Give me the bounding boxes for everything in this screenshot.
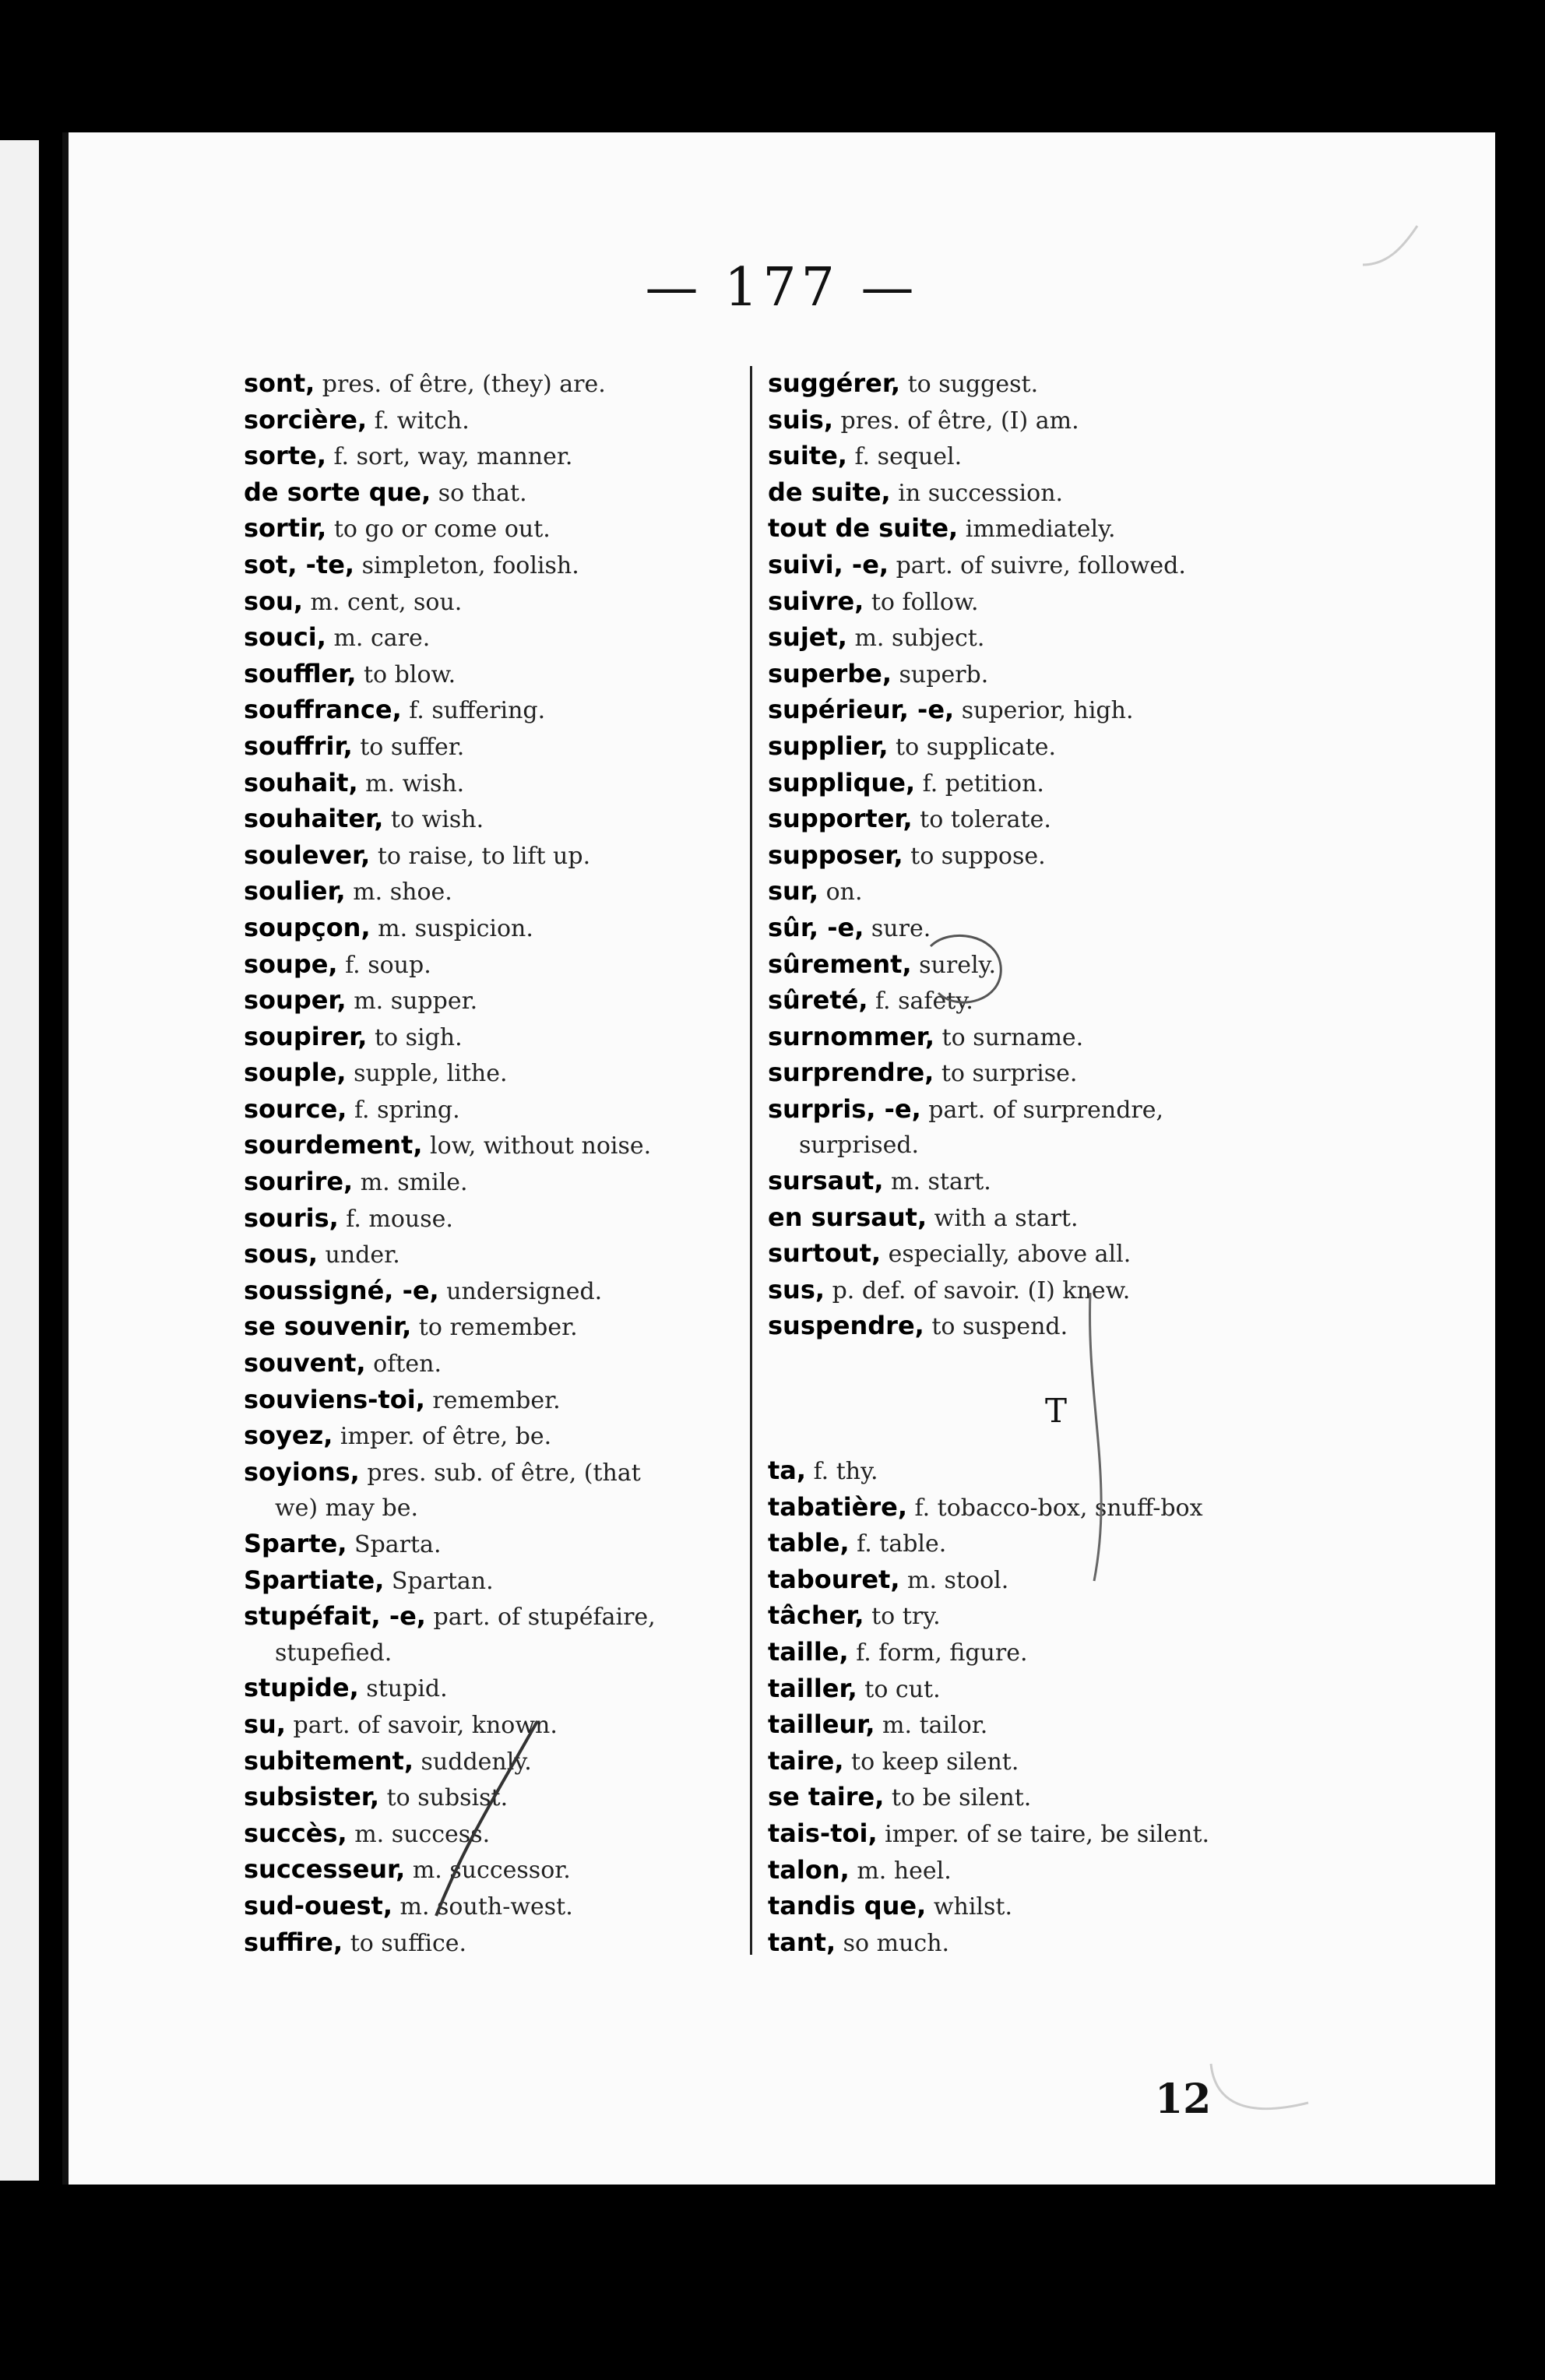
entry-gloss: to raise, to lift up. [370,842,591,870]
dictionary-entry [244,547,797,584]
entry-gloss: f. suffering. [401,697,546,725]
dictionary-entry [244,1780,797,1816]
entry-gloss: m. stool. [899,1566,1009,1594]
dictionary-entry [768,692,1344,729]
entry-gloss: to try. [864,1603,941,1631]
entry-gloss: f. tobacco-box, snuff-box [907,1494,1203,1522]
dictionary-entry [244,729,797,766]
entry-headword: se souvenir, [244,1311,412,1342]
entry-headword: sous, [244,1239,319,1269]
entry-headword: talon, [768,1854,850,1885]
dictionary-entry [768,475,1344,512]
entry-headword: souple, [244,1058,347,1088]
dictionary-entry [768,1164,1344,1200]
dictionary-entry [768,1853,1344,1889]
entry-headword: souhait, [244,767,358,797]
dictionary-entry [244,1925,797,1962]
dictionary-entry [768,657,1344,693]
entry-headword: surnommer, [768,1021,934,1051]
dictionary-entry [244,1599,797,1635]
entry-headword: soupe, [244,949,338,979]
dictionary-entry [768,1453,1344,1490]
facing-page-edge [0,140,39,2181]
entry-gloss: stupid. [358,1675,448,1703]
entry-headword: supplier, [768,731,889,761]
entry-headword: Sparte, [244,1529,347,1558]
dictionary-entry [244,584,797,621]
entry-gloss: imper. of se taire, be silent. [877,1820,1210,1848]
dictionary-entry [768,1019,1344,1056]
entry-headword: tâcher, [768,1600,864,1631]
entry-headword: successeur, [244,1854,406,1885]
dictionary-entry [768,620,1344,657]
entry-gloss: m. shoe. [345,878,452,907]
entry-gloss: to suffer. [352,733,465,761]
dictionary-entry [244,438,797,475]
dictionary-entry [768,1055,1344,1092]
right-column-t-entries [768,1453,1344,1961]
entry-gloss: part. of suivre, followed. [889,551,1186,579]
dictionary-entry [244,1092,797,1128]
dictionary-entry [768,1925,1344,1962]
entry-headword: supposer, [768,840,903,870]
entry-gloss: to suppose. [903,842,1046,870]
entry-headword: tant, [768,1927,836,1957]
dictionary-entry [244,1491,797,1526]
entry-headword: surpris, -e, [768,1093,921,1124]
dictionary-entry [768,1236,1344,1273]
right-column [750,366,1344,1955]
entry-gloss: f. witch. [367,407,470,435]
dictionary-entry [244,910,797,947]
entry-gloss: to suggest. [900,371,1039,398]
entry-headword: sourire, [244,1167,354,1197]
dictionary-entry [768,947,1344,984]
entry-gloss: to keep silent. [843,1748,1019,1776]
entry-gloss: so much. [836,1929,950,1957]
entry-gloss: superior, high. [954,697,1134,725]
entry-gloss: f. thy. [806,1458,878,1486]
entry-gloss: suddenly. [413,1748,532,1776]
entry-gloss: f. sequel. [846,443,963,471]
entry-headword: souviens-toi, [244,1384,425,1414]
dictionary-entry [768,1273,1344,1309]
dictionary-entry [768,366,1344,403]
dictionary-entry [244,475,797,512]
dictionary-entry [244,1382,797,1419]
dictionary-entry [768,1707,1344,1744]
dictionary-entry [768,1092,1344,1128]
dictionary-entry [244,983,797,1019]
entry-headword: soyez, [244,1421,333,1451]
dictionary-entry [244,1273,797,1310]
entry-gloss: low, without noise. [422,1132,652,1160]
dictionary-entry [768,874,1344,910]
entry-gloss: to follow. [864,588,979,616]
dictionary-entry [244,620,797,657]
entry-gloss: pres. sub. of être, (that [359,1459,641,1487]
entry-gloss: simpleton, foolish. [354,551,579,579]
dictionary-entry [244,766,797,802]
entry-gloss: m. heel. [849,1857,952,1885]
entry-gloss: to go or come out. [326,516,551,544]
entry-gloss: in succession. [890,479,1064,507]
dictionary-entry [244,874,797,910]
entry-headword: de suite, [768,477,891,507]
entry-headword: supérieur, -e, [768,695,955,725]
entry-headword: tandis que, [768,1891,927,1921]
dictionary-entry [768,1490,1344,1526]
entry-headword: tout de suite, [768,513,959,544]
entry-headword: suivi, -e, [768,549,889,579]
entry-headword: su, [244,1709,286,1739]
entry-gloss: to suffice. [343,1929,467,1957]
entry-gloss: Sparta. [347,1531,442,1558]
dictionary-entry [768,801,1344,838]
entry-gloss: to cut. [857,1675,941,1703]
entry-headword: sujet, [768,622,847,653]
dictionary-entry [244,657,797,693]
entry-gloss: to blow. [356,660,456,688]
entry-gloss: to tolerate. [912,806,1051,834]
dictionary-entry [244,801,797,838]
dictionary-entry [244,1563,797,1600]
entry-headword: superbe, [768,658,892,688]
dictionary-entry [768,1562,1344,1599]
entry-headword: sud-ouest, [244,1890,392,1921]
entry-headword: sorcière, [244,404,368,435]
entry-gloss: remember. [424,1386,561,1414]
entry-headword: soyions, [244,1456,360,1487]
dictionary-entry [768,1308,1344,1345]
dictionary-entry [244,838,797,875]
entry-gloss: f. safety. [868,988,973,1016]
entry-gloss: f. table. [849,1530,947,1558]
entry-gloss: to subsist. [379,1784,509,1812]
dictionary-entry [244,1889,797,1925]
entry-headword: de sorte que, [244,477,431,507]
dictionary-entry [244,1418,797,1455]
entry-headword: soulever, [244,840,371,870]
entry-gloss: surprised. [799,1132,920,1160]
entry-gloss: part. of surprendre, [920,1096,1164,1124]
entry-gloss: surely. [911,951,997,979]
entry-headword: en sursaut, [768,1202,927,1232]
dictionary-entry [768,838,1344,875]
dictionary-entry [244,1671,797,1707]
entry-headword: suffire, [244,1927,343,1957]
dictionary-entry [244,1128,797,1164]
entry-gloss: m. start. [883,1168,991,1196]
dictionary-entry [768,1816,1344,1853]
dictionary-entry [244,1346,797,1382]
entry-headword: taire, [768,1745,844,1776]
entry-gloss: so that. [431,479,527,507]
entry-headword: souris, [244,1202,339,1233]
entry-gloss: m. smile. [353,1169,468,1197]
dictionary-entry [768,1889,1344,1925]
entry-gloss: m. south-west. [392,1892,573,1921]
entry-gloss: to wish. [383,806,484,834]
dictionary-entry [244,1852,797,1889]
entry-gloss: superb. [891,660,989,688]
entry-headword: succès, [244,1818,347,1848]
entry-headword: souci, [244,622,326,653]
entry-gloss: on. [818,878,863,907]
dictionary-entry [768,1635,1344,1671]
dictionary-entry [768,983,1344,1019]
entry-gloss: to suspend. [924,1313,1068,1341]
entry-headword: ta, [768,1456,807,1486]
page-number: — 177 — [645,257,919,319]
entry-headword: sûrement, [768,949,912,979]
section-letter: T [1044,1392,1067,1431]
dictionary-entry [768,1744,1344,1780]
entry-headword: stupide, [244,1673,359,1703]
entry-headword: taille, [768,1637,849,1667]
entry-headword: suggérer, [768,368,901,398]
entry-gloss: m. subject. [846,625,985,653]
entry-headword: source, [244,1093,347,1124]
dictionary-entry [768,910,1344,947]
entry-gloss: often. [365,1350,442,1378]
entry-headword: souper, [244,985,347,1016]
entry-gloss: to remember. [411,1314,578,1342]
dictionary-page [62,132,1495,2185]
entry-headword: soussigné, -e, [244,1275,439,1305]
entry-headword: tais-toi, [768,1818,878,1848]
entry-gloss: undersigned. [438,1277,603,1305]
entry-gloss: whilst. [926,1893,1012,1921]
entry-headword: souffrance, [244,695,402,725]
entry-headword: soupirer, [244,1021,368,1051]
entry-headword: tailler, [768,1673,857,1703]
entry-gloss: f. soup. [337,951,431,979]
entry-gloss: m. cent, sou. [302,588,463,616]
entry-gloss: stupefied. [275,1639,392,1667]
entry-gloss: m. care. [326,625,431,653]
signature-mark: 12 [1155,2075,1212,2123]
entry-headword: Spartiate, [244,1565,385,1595]
entry-headword: souffrir, [244,731,353,761]
entry-headword: suivre, [768,586,864,616]
entry-headword: surprendre, [768,1058,934,1088]
dictionary-entry [768,1780,1344,1816]
entry-gloss: m. tailor. [875,1712,988,1740]
dictionary-entry [768,511,1344,547]
entry-headword: sur, [768,876,819,907]
entry-gloss: part. of savoir, known. [285,1711,558,1739]
entry-headword: sont, [244,368,315,398]
entry-gloss: immediately. [958,516,1116,544]
entry-headword: souvent, [244,1348,366,1378]
entry-gloss: sure. [864,914,931,942]
dictionary-entry [244,1707,797,1744]
entry-gloss: to supplicate. [888,733,1057,761]
right-column-s-entries [768,366,1344,1345]
dictionary-entry [244,403,797,439]
entry-gloss: to surprise. [934,1060,1078,1088]
entry-gloss: part. of stupéfaire, [425,1604,656,1632]
left-column [244,366,797,1961]
dictionary-entry [244,1635,797,1671]
dictionary-entry [768,584,1344,621]
entry-headword: supporter, [768,804,913,834]
entry-gloss: to sigh. [367,1023,463,1051]
entry-headword: sûr, -e, [768,912,864,942]
dictionary-entry [768,1128,1344,1164]
entry-headword: souhaiter, [244,804,384,834]
entry-gloss: f. sort, way, manner. [326,443,573,471]
dictionary-entry [768,547,1344,584]
entry-gloss: m. successor. [405,1857,571,1885]
entry-gloss: we) may be. [275,1495,418,1523]
entry-headword: subitement, [244,1745,414,1776]
entry-gloss: f. petition. [915,769,1044,797]
entry-gloss: f. form, figure. [848,1639,1028,1667]
entry-headword: suite, [768,441,847,471]
entry-gloss: to be silent. [884,1784,1032,1812]
entry-headword: surtout, [768,1238,882,1269]
dictionary-entry [244,1816,797,1853]
entry-headword: sourdement, [244,1130,423,1160]
dictionary-entry [768,438,1344,475]
entry-gloss: m. suspicion. [370,914,533,942]
entry-headword: soulier, [244,876,346,907]
dictionary-entry [244,1455,797,1491]
dictionary-entry [768,729,1344,766]
dictionary-entry [244,1055,797,1092]
entry-headword: suis, [768,404,833,435]
entry-headword: souffler, [244,658,357,688]
dictionary-entry [244,1309,797,1346]
entry-headword: subsister, [244,1782,380,1812]
entry-gloss: supple, lithe. [346,1060,508,1088]
entry-headword: sûreté, [768,985,868,1016]
entry-gloss: pres. of être, (I) am. [833,407,1079,435]
dictionary-entry [768,1526,1344,1562]
entry-gloss: f. spring. [347,1096,460,1124]
dictionary-entry [244,511,797,547]
dictionary-entry [244,1201,797,1238]
entry-headword: sortir, [244,513,327,544]
entry-headword: supplique, [768,767,916,797]
dictionary-entry [244,1019,797,1056]
entry-gloss: m. success. [347,1820,491,1848]
dictionary-entry [768,403,1344,439]
entry-headword: sorte, [244,441,326,471]
entry-gloss: under. [318,1241,400,1269]
entry-headword: sus, [768,1274,825,1304]
dictionary-entry [768,1598,1344,1635]
entry-headword: suspendre, [768,1311,924,1341]
entry-gloss: to surname. [934,1023,1084,1051]
entry-headword: sou, [244,586,303,616]
entry-gloss: Spartan. [384,1567,494,1595]
entry-gloss: m. supper. [346,988,478,1016]
dictionary-entry [244,1526,797,1563]
entry-gloss: with a start. [927,1204,1079,1232]
dictionary-entry [244,947,797,984]
dictionary-entry [244,1237,797,1273]
dictionary-entry [244,1744,797,1780]
dictionary-entry [244,366,797,403]
entry-gloss: p. def. of savoir. (I) knew. [825,1276,1131,1304]
entry-headword: sot, -te, [244,549,355,579]
entry-headword: sursaut, [768,1166,884,1196]
entry-gloss: f. mouse. [338,1205,453,1233]
entry-gloss: m. wish. [357,769,465,797]
dictionary-entry [244,692,797,729]
entry-gloss: imper. of être, be. [333,1423,552,1451]
dictionary-entry [768,1200,1344,1237]
dictionary-entry [244,1164,797,1201]
entry-headword: tabouret, [768,1564,900,1594]
entry-headword: tabatière, [768,1491,907,1522]
entry-headword: tailleur, [768,1709,875,1740]
entry-headword: soupçon, [244,912,371,942]
entry-headword: se taire, [768,1782,885,1812]
entry-headword: stupéfait, -e, [244,1601,426,1632]
dictionary-entry [768,766,1344,802]
entry-gloss: pres. of être, (they) are. [315,371,606,398]
dictionary-entry [768,1671,1344,1708]
entry-gloss: especially, above all. [881,1241,1131,1269]
entry-headword: table, [768,1528,850,1558]
